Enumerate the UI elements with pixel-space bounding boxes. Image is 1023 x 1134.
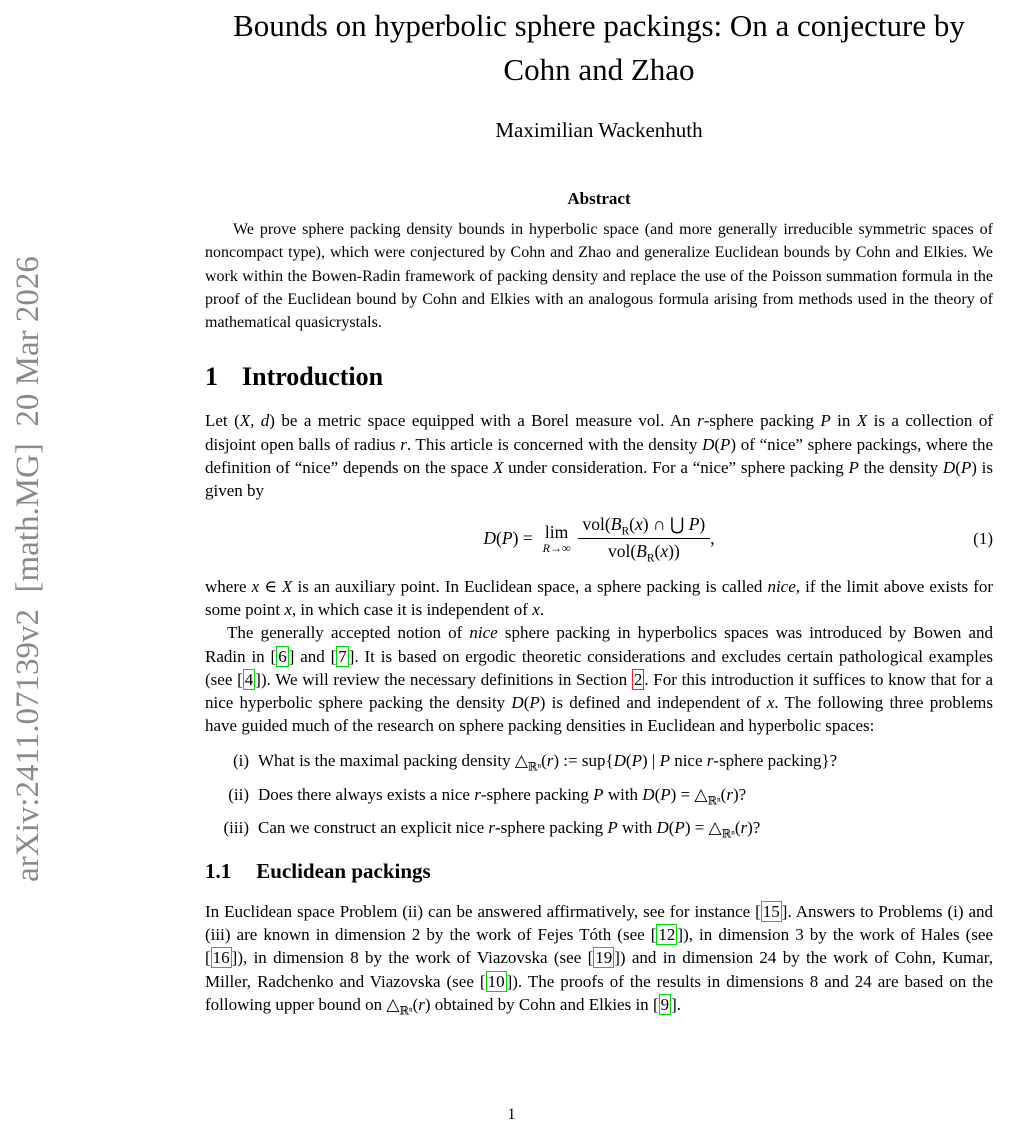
math-italic: D <box>656 817 669 837</box>
math-italic: X <box>856 411 868 431</box>
problem-item-i <box>205 749 993 772</box>
math-subscript: R <box>621 525 630 538</box>
euclidean-paragraph: In Euclidean space Problem (ii) can be answered affirmatively, see for instance [ 15 ]. Answers to Problems (i) and (iii) are known in dimension 2 by the work of Fejes Tóth (see [ 12 ]), in dimension 3 by the work of Hales (see [ 16 ]), in dimension 8 by the work of Viazovska (see [ 19 ]) and in dimension 24 by the work of Cohn, Kumar, Miller, Radchenko and Viazovska (see [ 10 ]). The proofs of the results in dimensions 8 and 24 are based on the following upper bound on $\triangle_{ℝ^n}(r)$ obtained by Cohn and Elkies in [ 9 ]. <box>205 902 993 1018</box>
citation-link[interactable]: 15 <box>762 902 780 922</box>
problem-item-ii <box>205 783 993 806</box>
math-italic: P <box>848 457 859 477</box>
math-italic: D <box>702 434 715 454</box>
math-italic: P <box>960 457 972 477</box>
math-italic: P <box>688 514 700 535</box>
section-heading-1-1 <box>205 857 993 885</box>
paper-content <box>205 0 993 1016</box>
problem-text: What is the maximal packing density $\triangle_{ℝ^n}(r)$ := sup{D(P) | P nice r-sphere packing}? <box>258 751 838 774</box>
math-italic: x <box>660 541 669 562</box>
citation-link[interactable]: 4 <box>244 669 254 689</box>
math-italic: P <box>607 817 618 837</box>
subsection-title: Euclidean packings <box>256 859 431 884</box>
limit-operator <box>543 523 571 554</box>
math-italic: x <box>766 693 775 713</box>
problem-list <box>205 749 993 839</box>
intro-paragraph-1: Let (X, d) be a metric space equipped with a Borel measure vol. An r-sphere packing P in X is a collection of disjoint open balls of radius r. This article is concerned with the density D(P) of “nice” sphere packings, where the definition of “nice” depends on the space X under consideration. For a “nice” sphere packing P the density D(P) is given by <box>205 411 993 501</box>
math-italic: x <box>532 600 540 620</box>
math-italic: P <box>820 411 831 431</box>
problem-label: (i) <box>232 751 249 771</box>
math-italic: D <box>942 457 956 477</box>
equation-comma: , <box>710 528 715 549</box>
math-italic: r <box>400 434 407 454</box>
math-italic: X, d <box>239 411 270 431</box>
math-italic: nice <box>469 623 498 643</box>
author-name: Maximilian Wackenhuth <box>495 118 703 142</box>
math-italic: D <box>483 528 497 549</box>
page-number: 1 <box>507 1106 516 1123</box>
math-italic: nice <box>767 577 796 597</box>
abstract-heading: Abstract <box>567 189 631 208</box>
subsection-number: 1.1 <box>205 859 232 884</box>
citation-link[interactable]: 7 <box>338 646 347 666</box>
intro-paragraph-3: The generally accepted notion of nice sphere packing in hyperbolics spaces was introduced by Bowen and Radin in [ 6 ] and [ 7 ]. It is based on ergodic theoretic considerations and excludes certain pathological examples (see [ 4 ]). We will review the necessary definitions in Section 2 . For this introduction it suffices to know that for a nice hyperbolic sphere packing the density D(P) is defined and independent of x. The following three problems have guided much of the research on sphere packing densities in Euclidean and hyperbolic spaces: <box>205 623 993 736</box>
math-italic: r <box>546 751 554 771</box>
math-italic: r <box>726 784 733 804</box>
citation-link[interactable]: 12 <box>658 925 676 945</box>
math-italic: B <box>610 514 622 535</box>
math-italic: X <box>492 457 504 477</box>
paper-title-line2: Cohn and Zhao <box>503 52 695 87</box>
intro-paragraph-2: where x ∈ X is an auxiliary point. In Euclidean space, a sphere packing is called nice, if the limit above exists for some point x, in which case it is independent of x. <box>205 577 994 620</box>
math-italic: r <box>474 784 481 804</box>
section-heading-1 <box>205 360 993 394</box>
limit-label: lim <box>544 522 569 543</box>
math-italic: r <box>418 994 425 1014</box>
math-subscript: ℝⁿ <box>527 761 542 774</box>
section-number: 1 <box>205 362 218 392</box>
math-subscript: ℝⁿ <box>399 1005 413 1018</box>
math-italic: D <box>642 784 655 804</box>
math-italic: r <box>697 411 704 431</box>
math-italic: P <box>674 817 685 837</box>
problem-text: Can we construct an explicit nice r-sphere packing P with $D(P) = \triangle_{ℝ^n}(r)$? <box>258 817 761 841</box>
math-italic: P <box>529 693 540 713</box>
math-italic: P <box>660 784 671 804</box>
equation-lhs: D(P) = <box>483 528 533 549</box>
citation-link[interactable]: 9 <box>660 994 670 1014</box>
paper-title-line1: Bounds on hyperbolic sphere packings: On a conjecture by <box>233 8 965 43</box>
math-italic: D <box>613 751 626 771</box>
math-italic: r <box>706 751 714 771</box>
math-italic: r <box>740 817 748 837</box>
math-italic: X <box>281 577 293 597</box>
equation-number: (1) <box>973 528 993 548</box>
fraction <box>578 514 711 563</box>
math-italic: P <box>593 784 604 804</box>
math-italic: P <box>501 528 513 549</box>
problem-label: (iii) <box>223 817 249 837</box>
math-subscript: ℝⁿ <box>707 795 721 808</box>
problem-label: (ii) <box>228 784 249 804</box>
limit-subscript: R→∞ <box>542 540 571 555</box>
citation-link[interactable]: 10 <box>487 971 505 991</box>
fraction-numerator: $vol(B_R(x)$ ∩ ⋃ P) <box>578 514 711 539</box>
math-italic: B <box>636 541 647 562</box>
equation-1 <box>205 514 993 563</box>
math-italic: D <box>511 693 524 713</box>
math-italic: x <box>284 600 292 620</box>
math-subscript: ℝⁿ <box>721 828 735 841</box>
citation-link[interactable]: 6 <box>278 646 287 666</box>
problem-item-iii <box>205 816 993 839</box>
problem-text: Does there always exists a nice r-sphere packing P with $D(P) = \triangle_{ℝ^n}(r)$? <box>258 784 747 808</box>
math-italic: P <box>631 751 642 771</box>
math-italic: x <box>251 577 260 597</box>
paper-title <box>205 4 993 92</box>
math-italic: P <box>659 751 670 771</box>
arxiv-watermark: arXiv:2411.07139v2 [math.MG] 20 Mar 2026 <box>10 256 46 882</box>
citation-link[interactable]: 16 <box>212 948 230 968</box>
math-italic: P <box>720 434 731 454</box>
fraction-denominator: $vol(B_R(x))$ <box>607 541 680 565</box>
math-italic: x <box>634 514 643 535</box>
section-title: Introduction <box>242 362 384 392</box>
math-subscript: R <box>646 552 655 565</box>
abstract-body: We prove sphere packing density bounds in hyperbolic space (and more generally irreducible symmetric spaces of noncompact type), which were conjectured by Cohn and Zhao and generalize Euclidean bounds by Cohn and Elkies. We work within the Bowen-Radin framework of packing density and replace the use of the Poisson summation formula in the proof of the Euclidean bound by Cohn and Elkies with an analogous formula arising from methods used in the theory of mathematical quasicrystals. <box>205 221 993 332</box>
math-italic: r <box>488 817 495 837</box>
citation-link[interactable]: 19 <box>595 948 613 968</box>
equation-1-body <box>483 514 714 563</box>
section-ref-link[interactable]: 2 <box>633 669 643 689</box>
